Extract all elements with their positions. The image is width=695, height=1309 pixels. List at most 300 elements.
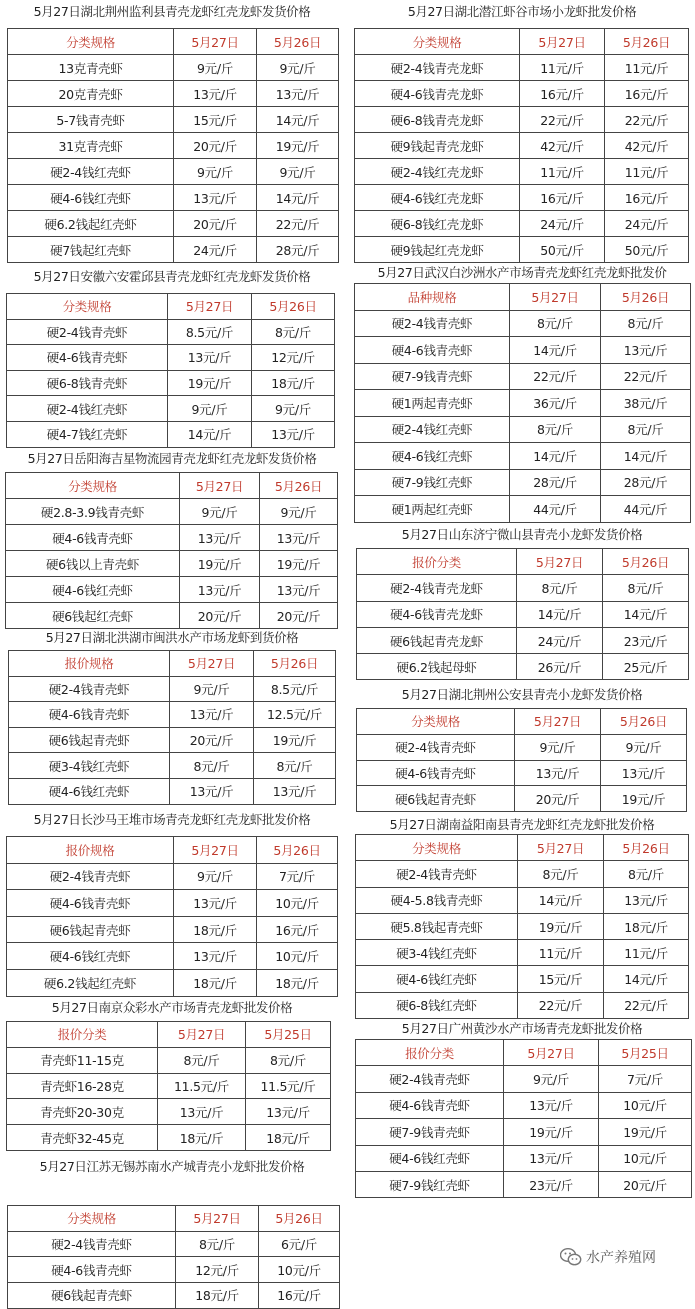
spec-cell: 硬6.2钱起红壳虾 bbox=[8, 211, 174, 237]
price-table bbox=[6, 293, 335, 448]
price-cell: 14元/斤 bbox=[604, 966, 689, 992]
price-cell: 42元/斤 bbox=[605, 133, 689, 159]
price-cell: 44元/斤 bbox=[601, 496, 691, 523]
price-cell: 13元/斤 bbox=[252, 421, 335, 447]
table-row bbox=[355, 363, 691, 390]
price-cell: 18元/斤 bbox=[246, 1125, 331, 1151]
spec-cell: 青壳虾16-28克 bbox=[7, 1073, 158, 1099]
table-row bbox=[8, 1231, 340, 1257]
spec-cell: 硬2-4钱青壳虾 bbox=[356, 861, 518, 887]
table-row bbox=[9, 753, 336, 779]
price-cell: 19元/斤 bbox=[504, 1119, 599, 1145]
table-row bbox=[7, 969, 338, 996]
price-cell: 13元/斤 bbox=[170, 702, 254, 728]
price-cell: 38元/斤 bbox=[601, 390, 691, 417]
spec-cell: 硬4-6钱红壳虾 bbox=[6, 577, 180, 603]
price-cell: 9元/斤 bbox=[180, 499, 260, 525]
spec-cell: 硬2-4钱青壳龙虾 bbox=[355, 55, 520, 81]
price-cell: 15元/斤 bbox=[174, 107, 257, 133]
price-cell: 18元/斤 bbox=[174, 969, 257, 996]
table-header-row bbox=[355, 29, 689, 55]
price-cell: 13元/斤 bbox=[246, 1099, 331, 1125]
price-cell: 16元/斤 bbox=[520, 185, 605, 211]
price-table bbox=[7, 1205, 340, 1309]
price-cell: 22元/斤 bbox=[601, 363, 691, 390]
price-table bbox=[355, 834, 689, 1019]
price-cell: 13元/斤 bbox=[174, 185, 257, 211]
table-row bbox=[6, 577, 338, 603]
spec-cell: 13克青壳虾 bbox=[8, 55, 174, 81]
table-row bbox=[356, 1171, 692, 1197]
table-title: 5月27日湖北洪湖市闽洪水产市场龙虾到货价格 bbox=[45, 630, 299, 645]
price-cell: 19元/斤 bbox=[518, 913, 604, 939]
price-cell: 18元/斤 bbox=[174, 916, 257, 943]
spec-cell: 硬1两起青壳虾 bbox=[355, 390, 510, 417]
spec-cell: 硬2-4钱青壳虾 bbox=[8, 1231, 176, 1257]
column-header: 5月27日 bbox=[168, 294, 252, 320]
price-cell: 8元/斤 bbox=[158, 1047, 246, 1073]
price-cell: 20元/斤 bbox=[170, 727, 254, 753]
price-cell: 10元/斤 bbox=[259, 1257, 340, 1283]
table-row bbox=[8, 159, 339, 185]
table-row bbox=[8, 107, 339, 133]
price-cell: 13元/斤 bbox=[504, 1145, 599, 1171]
spec-cell: 硬4-6钱青壳虾 bbox=[355, 337, 510, 364]
price-cell: 14元/斤 bbox=[601, 443, 691, 470]
price-cell: 14元/斤 bbox=[517, 601, 603, 627]
table-row bbox=[357, 654, 689, 680]
table-row bbox=[356, 1092, 692, 1118]
table-row bbox=[6, 603, 338, 629]
column-header: 5月26日 bbox=[252, 294, 335, 320]
column-header: 分类规格 bbox=[357, 709, 515, 735]
spec-cell: 硬2-4钱青壳虾 bbox=[9, 676, 170, 702]
table-title: 5月27日武汉白沙洲水产市场青壳龙虾红壳龙虾批发价 bbox=[377, 265, 667, 280]
table-title: 5月27日江苏无锡苏南水产城青壳小龙虾批发价格 bbox=[39, 1159, 305, 1174]
column-header: 5月26日 bbox=[605, 29, 689, 55]
table-row bbox=[6, 551, 338, 577]
column-header: 5月26日 bbox=[601, 709, 687, 735]
price-cell: 8.5元/斤 bbox=[254, 676, 336, 702]
price-cell: 18元/斤 bbox=[604, 913, 689, 939]
price-cell: 19元/斤 bbox=[180, 551, 260, 577]
table-row bbox=[7, 943, 338, 970]
table-header-row bbox=[6, 473, 338, 499]
price-cell: 14元/斤 bbox=[510, 337, 601, 364]
price-cell: 8元/斤 bbox=[603, 575, 689, 601]
price-cell: 44元/斤 bbox=[510, 496, 601, 523]
price-cell: 24元/斤 bbox=[517, 627, 603, 653]
spec-cell: 硬4-7钱红壳虾 bbox=[7, 421, 168, 447]
table-row bbox=[355, 81, 689, 107]
price-cell: 11元/斤 bbox=[605, 55, 689, 81]
table-row bbox=[356, 1066, 692, 1092]
table-header-row bbox=[357, 709, 687, 735]
spec-cell: 硬2-4钱青壳龙虾 bbox=[357, 575, 517, 601]
price-cell: 6元/斤 bbox=[259, 1231, 340, 1257]
spec-cell: 硬3-4钱红壳虾 bbox=[356, 940, 518, 966]
spec-cell: 硬4-6钱青壳虾 bbox=[356, 1092, 504, 1118]
spec-cell: 硬9钱起青壳龙虾 bbox=[355, 133, 520, 159]
watermark-text: 水产养殖网 bbox=[586, 1250, 656, 1266]
price-cell: 26元/斤 bbox=[517, 654, 603, 680]
spec-cell: 硬5.8钱起青壳虾 bbox=[356, 913, 518, 939]
spec-cell: 硬4-6钱红壳虾 bbox=[7, 943, 174, 970]
price-cell: 13元/斤 bbox=[180, 577, 260, 603]
spec-cell: 硬6钱起青壳龙虾 bbox=[357, 627, 517, 653]
spec-cell: 硬4-6钱青壳虾 bbox=[8, 1257, 176, 1283]
price-cell: 24元/斤 bbox=[520, 211, 605, 237]
spec-cell: 硬2-4钱青壳虾 bbox=[357, 734, 515, 760]
price-cell: 22元/斤 bbox=[510, 363, 601, 390]
column-header: 报价分类 bbox=[357, 549, 517, 575]
column-header: 5月27日 bbox=[515, 709, 601, 735]
column-header: 5月26日 bbox=[601, 284, 691, 311]
price-cell: 9元/斤 bbox=[504, 1066, 599, 1092]
price-cell: 16元/斤 bbox=[605, 81, 689, 107]
table-row bbox=[8, 133, 339, 159]
price-cell: 9元/斤 bbox=[515, 734, 601, 760]
spec-cell: 硬4-6钱青壳虾 bbox=[7, 345, 168, 371]
price-cell: 11元/斤 bbox=[520, 55, 605, 81]
table-header-row bbox=[356, 835, 689, 861]
spec-cell: 硬6-8钱红壳虾 bbox=[356, 992, 518, 1018]
spec-cell: 20克青壳虾 bbox=[8, 81, 174, 107]
spec-cell: 硬7钱起红壳虾 bbox=[8, 237, 174, 263]
column-header: 报价规格 bbox=[7, 837, 174, 864]
price-cell: 13元/斤 bbox=[257, 81, 339, 107]
column-header: 5月27日 bbox=[520, 29, 605, 55]
spec-cell: 硬4-6钱青壳龙虾 bbox=[357, 601, 517, 627]
table-row bbox=[7, 890, 338, 917]
spec-cell: 硬4-6钱红壳虾 bbox=[355, 443, 510, 470]
price-cell: 8元/斤 bbox=[601, 416, 691, 443]
price-cell: 8元/斤 bbox=[254, 753, 336, 779]
column-header: 5月26日 bbox=[257, 837, 338, 864]
price-cell: 7元/斤 bbox=[257, 863, 338, 890]
column-header: 报价规格 bbox=[9, 651, 170, 677]
price-cell: 20元/斤 bbox=[515, 786, 601, 812]
price-table bbox=[356, 708, 687, 812]
table-row bbox=[7, 1099, 331, 1125]
spec-cell: 硬6.2钱起母虾 bbox=[357, 654, 517, 680]
price-cell: 14元/斤 bbox=[257, 107, 339, 133]
spec-cell: 硬6钱起红壳虾 bbox=[6, 603, 180, 629]
price-table bbox=[354, 283, 691, 523]
column-header: 报价分类 bbox=[356, 1040, 504, 1066]
price-cell: 28元/斤 bbox=[257, 237, 339, 263]
column-header: 5月27日 bbox=[170, 651, 254, 677]
price-cell: 9元/斤 bbox=[257, 55, 339, 81]
table-row bbox=[357, 575, 689, 601]
table-title: 5月27日山东济宁微山县青壳小龙虾发货价格 bbox=[401, 527, 643, 542]
table-row bbox=[9, 778, 336, 804]
price-cell: 13元/斤 bbox=[515, 760, 601, 786]
price-cell: 22元/斤 bbox=[520, 107, 605, 133]
price-cell: 14元/斤 bbox=[518, 887, 604, 913]
table-row bbox=[357, 760, 687, 786]
price-cell: 12元/斤 bbox=[176, 1257, 259, 1283]
price-cell: 14元/斤 bbox=[168, 421, 252, 447]
spec-cell: 硬2-4钱红壳虾 bbox=[7, 396, 168, 422]
price-cell: 13元/斤 bbox=[158, 1099, 246, 1125]
price-cell: 24元/斤 bbox=[605, 211, 689, 237]
table-row bbox=[7, 1073, 331, 1099]
price-cell: 20元/斤 bbox=[599, 1171, 692, 1197]
price-cell: 28元/斤 bbox=[510, 469, 601, 496]
price-cell: 8元/斤 bbox=[510, 416, 601, 443]
spec-cell: 硬6钱起青壳虾 bbox=[7, 916, 174, 943]
price-cell: 11元/斤 bbox=[605, 159, 689, 185]
table-row bbox=[355, 211, 689, 237]
price-cell: 36元/斤 bbox=[510, 390, 601, 417]
table-header-row bbox=[357, 549, 689, 575]
table-row bbox=[8, 237, 339, 263]
price-cell: 50元/斤 bbox=[520, 237, 605, 263]
table-header-row bbox=[9, 651, 336, 677]
table-row bbox=[7, 319, 335, 345]
price-cell: 8元/斤 bbox=[510, 310, 601, 337]
price-cell: 7元/斤 bbox=[599, 1066, 692, 1092]
price-cell: 13元/斤 bbox=[504, 1092, 599, 1118]
table-row bbox=[355, 337, 691, 364]
table-header-row bbox=[8, 1206, 340, 1232]
price-cell: 13元/斤 bbox=[168, 345, 252, 371]
price-cell: 8.5元/斤 bbox=[168, 319, 252, 345]
price-cell: 20元/斤 bbox=[180, 603, 260, 629]
spec-cell: 31克青壳虾 bbox=[8, 133, 174, 159]
table-row bbox=[9, 676, 336, 702]
column-header: 5月27日 bbox=[517, 549, 603, 575]
spec-cell: 硬7-9钱青壳虾 bbox=[355, 363, 510, 390]
column-header: 分类规格 bbox=[6, 473, 180, 499]
table-row bbox=[7, 396, 335, 422]
spec-cell: 硬4-6钱红壳虾 bbox=[9, 778, 170, 804]
table-title: 5月27日长沙马王堆市场青壳龙虾红壳龙虾批发价格 bbox=[33, 812, 311, 827]
price-cell: 12元/斤 bbox=[252, 345, 335, 371]
price-cell: 9元/斤 bbox=[170, 676, 254, 702]
watermark bbox=[560, 1244, 690, 1270]
price-cell: 16元/斤 bbox=[520, 81, 605, 107]
price-cell: 8元/斤 bbox=[601, 310, 691, 337]
price-cell: 13元/斤 bbox=[260, 525, 338, 551]
table-header-row bbox=[7, 294, 335, 320]
table-title: 5月27日湖南益阳南县青壳龙虾红壳龙虾批发价格 bbox=[389, 817, 655, 832]
price-cell: 11元/斤 bbox=[604, 940, 689, 966]
spec-cell: 硬4-6钱红壳虾 bbox=[356, 1145, 504, 1171]
spec-cell: 硬2-4钱青壳虾 bbox=[355, 310, 510, 337]
column-header: 5月27日 bbox=[174, 837, 257, 864]
price-table bbox=[355, 1039, 692, 1198]
table-row bbox=[9, 702, 336, 728]
price-cell: 42元/斤 bbox=[520, 133, 605, 159]
price-table bbox=[354, 28, 689, 263]
column-header: 5月27日 bbox=[158, 1022, 246, 1048]
column-header: 5月25日 bbox=[246, 1022, 331, 1048]
table-row bbox=[7, 1047, 331, 1073]
column-header: 5月26日 bbox=[603, 549, 689, 575]
price-cell: 16元/斤 bbox=[257, 916, 338, 943]
table-row bbox=[7, 916, 338, 943]
table-row bbox=[356, 966, 689, 992]
price-cell: 13元/斤 bbox=[601, 337, 691, 364]
column-header: 5月27日 bbox=[518, 835, 604, 861]
column-header: 5月27日 bbox=[510, 284, 601, 311]
spec-cell: 硬2.8-3.9钱青壳虾 bbox=[6, 499, 180, 525]
price-table bbox=[5, 472, 338, 629]
table-header-row bbox=[356, 1040, 692, 1066]
wechat-icon bbox=[560, 1247, 582, 1267]
price-cell: 13元/斤 bbox=[174, 81, 257, 107]
column-header: 分类规格 bbox=[8, 29, 174, 55]
column-header: 分类规格 bbox=[7, 294, 168, 320]
table-row bbox=[355, 416, 691, 443]
price-cell: 9元/斤 bbox=[252, 396, 335, 422]
price-cell: 15元/斤 bbox=[518, 966, 604, 992]
price-cell: 9元/斤 bbox=[601, 734, 687, 760]
table-header-row bbox=[7, 1022, 331, 1048]
price-cell: 16元/斤 bbox=[259, 1283, 340, 1309]
spec-cell: 硬6-8钱红壳龙虾 bbox=[355, 211, 520, 237]
price-cell: 8元/斤 bbox=[518, 861, 604, 887]
price-cell: 13元/斤 bbox=[170, 778, 254, 804]
column-header: 5月27日 bbox=[176, 1206, 259, 1232]
spec-cell: 硬4-6钱红壳虾 bbox=[8, 185, 174, 211]
spec-cell: 硬2-4钱青壳虾 bbox=[7, 319, 168, 345]
price-cell: 22元/斤 bbox=[604, 992, 689, 1018]
price-cell: 23元/斤 bbox=[504, 1171, 599, 1197]
price-cell: 14元/斤 bbox=[603, 601, 689, 627]
table-row bbox=[356, 940, 689, 966]
price-cell: 24元/斤 bbox=[174, 237, 257, 263]
price-cell: 16元/斤 bbox=[605, 185, 689, 211]
spec-cell: 硬4-6钱青壳虾 bbox=[9, 702, 170, 728]
price-cell: 23元/斤 bbox=[603, 627, 689, 653]
spec-cell: 硬6钱起青壳虾 bbox=[357, 786, 515, 812]
spec-cell: 硬6.2钱起红壳虾 bbox=[7, 969, 174, 996]
spec-cell: 硬4-6钱青壳虾 bbox=[7, 890, 174, 917]
price-table bbox=[356, 548, 689, 680]
table-row bbox=[355, 496, 691, 523]
price-cell: 10元/斤 bbox=[257, 943, 338, 970]
table-row bbox=[6, 525, 338, 551]
price-cell: 19元/斤 bbox=[254, 727, 336, 753]
price-table bbox=[7, 28, 339, 263]
column-header: 5月26日 bbox=[604, 835, 689, 861]
price-cell: 8元/斤 bbox=[246, 1047, 331, 1073]
table-row bbox=[7, 421, 335, 447]
table-row bbox=[7, 1125, 331, 1151]
column-header: 5月26日 bbox=[259, 1206, 340, 1232]
table-title: 5月27日安徽六安霍邱县青壳龙虾红壳龙虾发货价格 bbox=[33, 269, 311, 284]
price-cell: 13元/斤 bbox=[180, 525, 260, 551]
spec-cell: 硬2-4钱红壳虾 bbox=[8, 159, 174, 185]
price-cell: 18元/斤 bbox=[252, 370, 335, 396]
price-cell: 20元/斤 bbox=[174, 211, 257, 237]
price-cell: 11元/斤 bbox=[520, 159, 605, 185]
column-header: 分类规格 bbox=[356, 835, 518, 861]
spec-cell: 硬6-8钱青壳虾 bbox=[7, 370, 168, 396]
column-header: 分类规格 bbox=[355, 29, 520, 55]
price-cell: 20元/斤 bbox=[174, 133, 257, 159]
column-header: 5月27日 bbox=[504, 1040, 599, 1066]
table-row bbox=[355, 310, 691, 337]
price-cell: 18元/斤 bbox=[257, 969, 338, 996]
price-table bbox=[8, 650, 336, 805]
price-cell: 9元/斤 bbox=[174, 55, 257, 81]
table-row bbox=[357, 786, 687, 812]
column-header: 报价分类 bbox=[7, 1022, 158, 1048]
spec-cell: 硬4-6钱青壳虾 bbox=[357, 760, 515, 786]
table-row bbox=[8, 185, 339, 211]
table-row bbox=[355, 390, 691, 417]
column-header: 5月27日 bbox=[180, 473, 260, 499]
price-cell: 10元/斤 bbox=[599, 1092, 692, 1118]
spec-cell: 硬7-9钱青壳虾 bbox=[356, 1119, 504, 1145]
price-cell: 8元/斤 bbox=[176, 1231, 259, 1257]
table-title: 5月27日湖北潜江虾谷市场小龙虾批发价格 bbox=[407, 4, 637, 19]
price-cell: 13元/斤 bbox=[174, 943, 257, 970]
table-row bbox=[355, 107, 689, 133]
table-row bbox=[355, 443, 691, 470]
price-cell: 28元/斤 bbox=[601, 469, 691, 496]
spec-cell: 硬7-9钱红壳虾 bbox=[356, 1171, 504, 1197]
price-cell: 8元/斤 bbox=[252, 319, 335, 345]
table-title: 5月27日广州黄沙水产市场青壳龙虾批发价格 bbox=[401, 1021, 643, 1036]
table-row bbox=[8, 81, 339, 107]
price-cell: 14元/斤 bbox=[257, 185, 339, 211]
price-cell: 22元/斤 bbox=[257, 211, 339, 237]
spec-cell: 青壳虾20-30克 bbox=[7, 1099, 158, 1125]
price-cell: 11元/斤 bbox=[518, 940, 604, 966]
price-cell: 25元/斤 bbox=[603, 654, 689, 680]
spec-cell: 硬4-6钱青壳虾 bbox=[6, 525, 180, 551]
table-row bbox=[356, 861, 689, 887]
spec-cell: 硬2-4钱青壳虾 bbox=[7, 863, 174, 890]
table-row bbox=[356, 992, 689, 1018]
table-row bbox=[357, 627, 689, 653]
price-cell: 19元/斤 bbox=[168, 370, 252, 396]
spec-cell: 硬4-6钱红壳虾 bbox=[356, 966, 518, 992]
table-row bbox=[357, 734, 687, 760]
price-cell: 9元/斤 bbox=[174, 159, 257, 185]
price-cell: 13元/斤 bbox=[174, 890, 257, 917]
price-cell: 8元/斤 bbox=[604, 861, 689, 887]
table-row bbox=[7, 863, 338, 890]
price-cell: 13元/斤 bbox=[601, 760, 687, 786]
spec-cell: 硬2-4钱青壳虾 bbox=[356, 1066, 504, 1092]
price-cell: 13元/斤 bbox=[260, 577, 338, 603]
spec-cell: 硬4-5.8钱青壳虾 bbox=[356, 887, 518, 913]
price-cell: 14元/斤 bbox=[510, 443, 601, 470]
price-cell: 20元/斤 bbox=[260, 603, 338, 629]
price-cell: 22元/斤 bbox=[605, 107, 689, 133]
spec-cell: 硬6钱以上青壳虾 bbox=[6, 551, 180, 577]
table-header-row bbox=[355, 284, 691, 311]
spec-cell: 硬2-4钱红壳龙虾 bbox=[355, 159, 520, 185]
price-cell: 8元/斤 bbox=[170, 753, 254, 779]
price-cell: 9元/斤 bbox=[174, 863, 257, 890]
column-header: 5月27日 bbox=[174, 29, 257, 55]
table-row bbox=[9, 727, 336, 753]
price-cell: 10元/斤 bbox=[257, 890, 338, 917]
column-header: 5月26日 bbox=[257, 29, 339, 55]
table-row bbox=[8, 211, 339, 237]
price-table bbox=[6, 1021, 331, 1151]
spec-cell: 硬7-9钱红壳虾 bbox=[355, 469, 510, 496]
spec-cell: 硬2-4钱红壳虾 bbox=[355, 416, 510, 443]
price-cell: 9元/斤 bbox=[260, 499, 338, 525]
